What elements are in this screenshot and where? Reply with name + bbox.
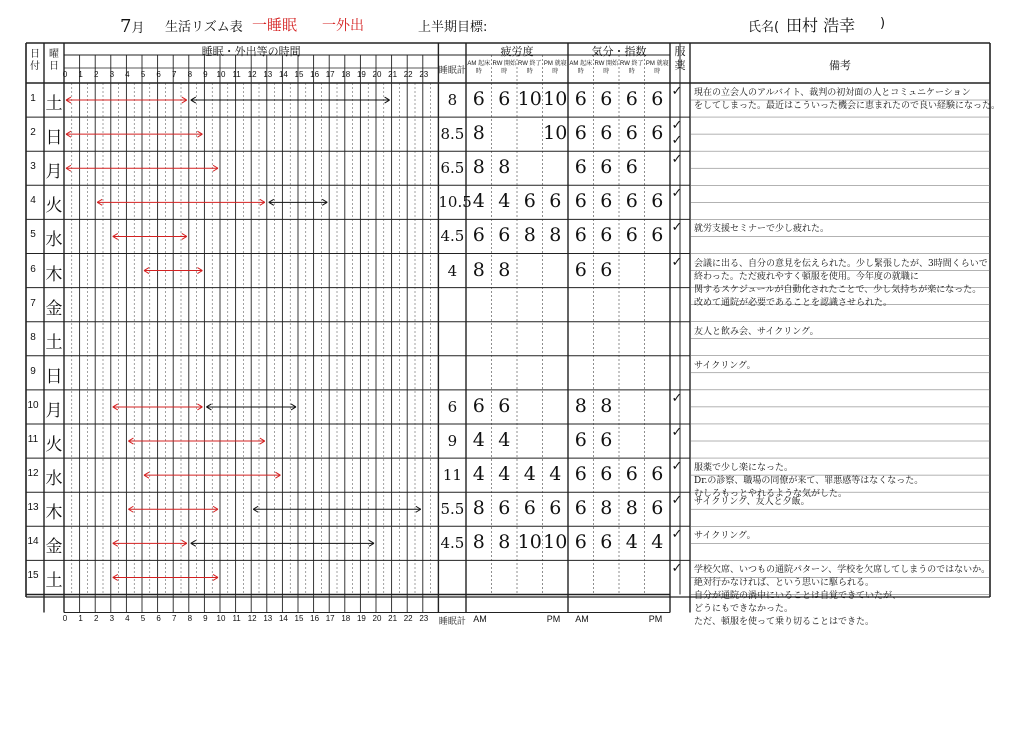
medicine-check: ✓ — [671, 118, 683, 134]
fatigue-cell: 8 — [549, 224, 562, 247]
remark-line: サイクリング。 — [694, 531, 756, 542]
medicine-check: ✓ — [671, 425, 683, 440]
day-cell: 15 — [27, 570, 39, 582]
fatigue-cell: 4 — [472, 190, 485, 213]
mood-cell: 6 — [651, 224, 664, 247]
hour-label: 18 — [341, 70, 351, 79]
sleep-total-cell: 4.5 — [440, 227, 465, 246]
hour-label-foot: 20 — [372, 613, 382, 623]
sleep-total-cell: 6 — [447, 397, 458, 416]
hour-label-foot: 5 — [140, 613, 146, 623]
sleep-total-cell: 8.5 — [440, 125, 465, 144]
weekday-cell: 水 — [45, 230, 63, 251]
hour-label: 6 — [156, 70, 161, 79]
sleep-total-header: 睡眠計 — [438, 65, 466, 75]
hour-label: 17 — [325, 70, 335, 79]
fatigue-cell: 6 — [498, 497, 511, 520]
mood-header: 気分・指数 — [591, 46, 647, 58]
fatigue-cell: 4 — [472, 429, 485, 451]
hour-label-foot: 17 — [325, 613, 335, 623]
fatigue-cell: 8 — [472, 156, 485, 179]
fatigue-cell: 6 — [549, 190, 562, 213]
fatigue-cell: 8 — [472, 122, 485, 145]
hour-label: 8 — [187, 70, 193, 79]
day-cell: 8 — [30, 331, 36, 343]
fatigue-sub: RW 開始時 — [492, 61, 517, 75]
hour-label-foot: 15 — [294, 613, 304, 623]
hour-label-foot: 12 — [247, 613, 257, 623]
fatigue-cell: 6 — [472, 88, 485, 110]
sleep-total-cell: 4.5 — [440, 534, 465, 553]
hour-label: 2 — [93, 70, 99, 79]
sleep-total-footer: 睡眠計 — [438, 615, 466, 626]
mood-cell: 4 — [625, 531, 638, 554]
hour-label: 19 — [356, 70, 366, 79]
hour-label-foot: 10 — [216, 613, 226, 623]
hour-label: 9 — [203, 70, 208, 79]
remark-line: 絶対行かなければ、という思いに駆られる。 — [694, 578, 875, 589]
day-cell: 10 — [27, 399, 39, 411]
remark-line: 学校欠席、いつもの通院パターン、学校を欠席してしまうのではないか。 — [694, 565, 991, 576]
fatigue-cell: 8 — [472, 497, 485, 520]
name-value: 田村 浩幸 — [786, 16, 856, 35]
hour-label-foot: 7 — [171, 613, 177, 623]
medicine-check: ✓ — [671, 459, 683, 475]
fatigue-cell: 6 — [498, 224, 511, 247]
hour-label: 10 — [216, 70, 226, 79]
weekday-cell: 日 — [45, 366, 63, 387]
hour-label: 3 — [109, 70, 115, 79]
hour-label: 7 — [171, 70, 177, 79]
remark-line: 自分が通院の渦中にいることは自覚できていたが、 — [694, 591, 902, 602]
mood-cell: 8 — [625, 497, 638, 520]
fatigue-cell: 8 — [523, 224, 536, 247]
fatigue-cell: 10 — [543, 88, 568, 110]
sleep-total-cell: 4 — [447, 261, 458, 280]
mood-cell: 6 — [574, 88, 587, 110]
mood-cell: 8 — [574, 394, 587, 417]
pm-footer: PM — [648, 613, 663, 624]
remark-line: どうにもできなかった。 — [694, 604, 794, 615]
legend-sleep: 一睡眠 — [252, 16, 298, 34]
medicine-check: ✓ — [671, 220, 683, 236]
remark-line: 就労支援セミナーで少し疲れた。 — [694, 224, 830, 235]
mood-cell: 6 — [574, 463, 587, 486]
mood-cell: 6 — [651, 88, 664, 110]
medicine-check: ✓ — [671, 84, 683, 99]
mood-cell: 6 — [600, 429, 613, 451]
fatigue-cell: 6 — [523, 497, 536, 520]
fatigue-cell: 4 — [472, 463, 485, 486]
hour-label: 21 — [388, 70, 398, 79]
mood-cell: 6 — [625, 122, 638, 145]
day-cell: 2 — [30, 127, 36, 139]
weekday-cell: 金 — [45, 537, 63, 558]
name-label: 氏名( — [748, 20, 780, 35]
remark-line: サイクリング。 — [694, 360, 756, 371]
mood-cell: 6 — [574, 122, 587, 145]
mood-cell: 6 — [574, 224, 587, 247]
hour-label: 16 — [310, 70, 320, 79]
medicine-check: ✓ — [671, 493, 683, 509]
hour-label: 5 — [140, 70, 146, 79]
month-suffix: 月 — [131, 21, 145, 36]
hour-label: 1 — [78, 70, 83, 79]
hour-label-foot: 11 — [232, 613, 241, 623]
sleep-header: 睡眠・外出等の時間 — [201, 46, 301, 58]
sleep-total-cell: 6.5 — [440, 159, 465, 178]
hour-label-foot: 14 — [278, 613, 288, 623]
weekday-cell: 月 — [45, 400, 63, 421]
day-header: 日付 — [30, 49, 40, 72]
mood-sub: PM 就寝時 — [645, 61, 669, 75]
weekday-cell: 水 — [45, 469, 63, 490]
mood-sub: RW 開始時 — [594, 61, 619, 75]
hour-label: 14 — [278, 70, 288, 79]
medicine-check: ✓ — [671, 561, 683, 577]
fatigue-cell: 4 — [523, 463, 536, 486]
hour-label-foot: 16 — [310, 613, 320, 623]
weekday-cell: 火 — [45, 196, 63, 217]
hour-label-foot: 22 — [403, 613, 413, 623]
mood-cell: 8 — [600, 497, 613, 520]
mood-cell: 8 — [600, 394, 613, 417]
remark-line: 現在の立会人のアルバイト、裁判の初対面の人とコミュニケーション — [694, 88, 971, 98]
mood-cell: 4 — [651, 531, 664, 554]
hour-label: 4 — [125, 70, 130, 79]
medicine-check: ✓ — [671, 254, 683, 270]
fatigue-cell: 10 — [543, 531, 568, 554]
remarks-header: 備考 — [829, 60, 851, 72]
fatigue-sub: AM 起床時 — [467, 61, 491, 75]
fatigue-cell: 10 — [517, 88, 542, 110]
day-cell: 4 — [30, 195, 36, 207]
hour-label-foot: 18 — [341, 613, 351, 623]
mood-cell: 6 — [651, 122, 664, 145]
medicine-check: ✓ — [671, 133, 683, 149]
hour-label-foot: 6 — [156, 613, 161, 623]
hour-label: 12 — [247, 70, 257, 79]
mood-cell: 6 — [574, 531, 587, 554]
fatigue-cell: 6 — [472, 224, 485, 247]
fatigue-cell: 10 — [543, 122, 568, 145]
am-footer: AM — [473, 613, 487, 624]
mood-cell: 6 — [574, 258, 587, 281]
sleep-total-cell: 10.5 — [438, 193, 472, 212]
sleep-total-cell: 11 — [442, 466, 462, 485]
mood-cell: 6 — [574, 497, 587, 520]
fatigue-cell: 8 — [472, 531, 485, 554]
hour-label-foot: 8 — [187, 613, 193, 623]
fatigue-cell: 6 — [472, 394, 485, 417]
medicine-header: 服薬 — [674, 46, 686, 72]
fatigue-cell: 8 — [498, 531, 511, 554]
legend-out: 一外出 — [322, 18, 364, 34]
hour-label: 13 — [263, 70, 273, 79]
mood-cell: 6 — [625, 156, 638, 179]
mood-cell: 6 — [625, 224, 638, 247]
remark-line: 関するスケジュールが自動化されたことで、少し気持ちが楽になった。 — [694, 284, 982, 295]
day-cell: 6 — [30, 263, 36, 275]
weekday-cell: 木 — [45, 503, 63, 524]
medicine-check: ✓ — [671, 527, 683, 543]
hour-label-foot: 1 — [78, 613, 83, 623]
weekday-cell: 木 — [45, 264, 63, 285]
remark-line: 終わった。ただ疲れやすく頓服を使用。今年度の就職に — [694, 271, 919, 282]
mood-cell: 6 — [651, 463, 664, 486]
mood-cell: 6 — [574, 429, 587, 451]
remark-line: 改めて通院が必要であることを認識させられた。 — [694, 297, 893, 308]
remark-line: をしてしまった。最近はこういった機会に恵まれたので良い経験になった。 — [694, 101, 1001, 111]
hour-label: 15 — [294, 70, 304, 79]
day-cell: 14 — [27, 536, 39, 548]
remark-line: 友人と飲み会、サイクリング。 — [694, 326, 819, 337]
month-value: 7 — [120, 16, 132, 37]
name-close: ) — [880, 16, 886, 31]
fatigue-cell: 6 — [498, 394, 511, 417]
hour-label-foot: 19 — [356, 613, 366, 623]
mood-sub: AM 起床時 — [569, 61, 593, 75]
mood-cell: 6 — [600, 122, 613, 145]
mood-cell: 6 — [600, 463, 613, 486]
hour-label: 0 — [62, 70, 68, 79]
weekday-cell: 日 — [45, 128, 63, 149]
day-cell: 9 — [30, 365, 36, 377]
remark-line: 会議に出る、自分の意見を伝えられた。少し緊張したが、3時間くらいで — [694, 258, 988, 269]
hour-label: 11 — [232, 70, 241, 79]
fatigue-sub: RW 終了時 — [517, 61, 542, 75]
mood-cell: 6 — [600, 190, 613, 213]
fatigue-cell: 6 — [549, 497, 562, 520]
mood-cell: 6 — [600, 258, 613, 281]
hour-label-foot: 21 — [388, 613, 398, 623]
remark-line: Dr.の診察、職場の同僚が来て、罪悪感等はなくなった。 — [694, 476, 924, 487]
mood-cell: 6 — [574, 156, 587, 179]
fatigue-header: 疲労度 — [500, 46, 534, 58]
hour-label-foot: 2 — [93, 613, 99, 623]
fatigue-cell: 6 — [498, 88, 511, 110]
day-cell: 11 — [27, 434, 39, 445]
pm-footer: PM — [546, 613, 561, 624]
mood-sub: RW 終了時 — [619, 61, 644, 75]
medicine-check: ✓ — [671, 186, 683, 202]
hour-label: 22 — [403, 70, 413, 79]
fatigue-cell: 8 — [498, 258, 511, 281]
mood-cell: 6 — [651, 497, 664, 520]
am-footer: AM — [575, 613, 589, 624]
mood-cell: 6 — [600, 224, 613, 247]
weekday-cell: 土 — [45, 332, 63, 353]
page-title: 生活リズム表 — [165, 20, 243, 35]
medicine-check: ✓ — [671, 390, 683, 406]
day-cell: 7 — [30, 297, 36, 309]
hour-label-foot: 0 — [62, 613, 68, 623]
hour-label-foot: 4 — [125, 613, 130, 623]
day-cell: 1 — [30, 93, 36, 104]
mood-cell: 6 — [574, 190, 587, 213]
weekday-header: 曜日 — [49, 49, 59, 72]
medicine-check: ✓ — [671, 152, 683, 168]
mood-cell: 6 — [625, 88, 638, 110]
fatigue-cell: 8 — [498, 156, 511, 179]
fatigue-cell: 4 — [498, 429, 511, 451]
remark-line: ただ、頓服を使って乗り切ることはできた。 — [694, 617, 875, 628]
fatigue-cell: 4 — [549, 463, 562, 486]
sleep-total-cell: 8 — [447, 91, 458, 109]
sleep-total-cell: 5.5 — [440, 500, 465, 519]
fatigue-cell: 6 — [523, 190, 536, 213]
weekday-cell: 土 — [45, 571, 63, 592]
mood-cell: 6 — [625, 463, 638, 486]
day-cell: 12 — [27, 468, 39, 480]
mood-cell: 6 — [600, 88, 613, 110]
sleep-total-cell: 9 — [447, 432, 458, 450]
day-cell: 5 — [30, 229, 36, 241]
weekday-cell: 月 — [45, 162, 63, 183]
fatigue-cell: 8 — [472, 258, 485, 281]
day-cell: 3 — [30, 161, 36, 173]
hour-label-foot: 9 — [203, 613, 208, 623]
hour-label-foot: 13 — [263, 613, 273, 623]
fatigue-cell: 4 — [498, 190, 511, 213]
hour-label-foot: 3 — [109, 613, 115, 623]
day-cell: 13 — [27, 502, 39, 514]
hour-label: 23 — [419, 70, 429, 79]
weekday-cell: 土 — [45, 94, 63, 114]
remark-line: 服薬で少し楽になった。 — [694, 463, 794, 474]
fatigue-cell: 4 — [498, 463, 511, 486]
hour-label-foot: 23 — [419, 613, 429, 623]
fatigue-sub: PM 就寝時 — [543, 61, 567, 75]
mood-cell: 6 — [600, 156, 613, 179]
weekday-cell: 火 — [45, 435, 63, 455]
remark-line: むしろもっとやれるような気がした。 — [694, 489, 848, 500]
remark-line: サイクリング、友人と夕飯。 — [694, 497, 810, 508]
mood-cell: 6 — [600, 531, 613, 554]
fatigue-cell: 10 — [517, 531, 542, 554]
goal-label: 上半期目標: — [418, 20, 488, 35]
weekday-cell: 金 — [45, 298, 63, 319]
mood-cell: 6 — [651, 190, 664, 213]
mood-cell: 6 — [625, 190, 638, 213]
hour-label: 20 — [372, 70, 382, 79]
